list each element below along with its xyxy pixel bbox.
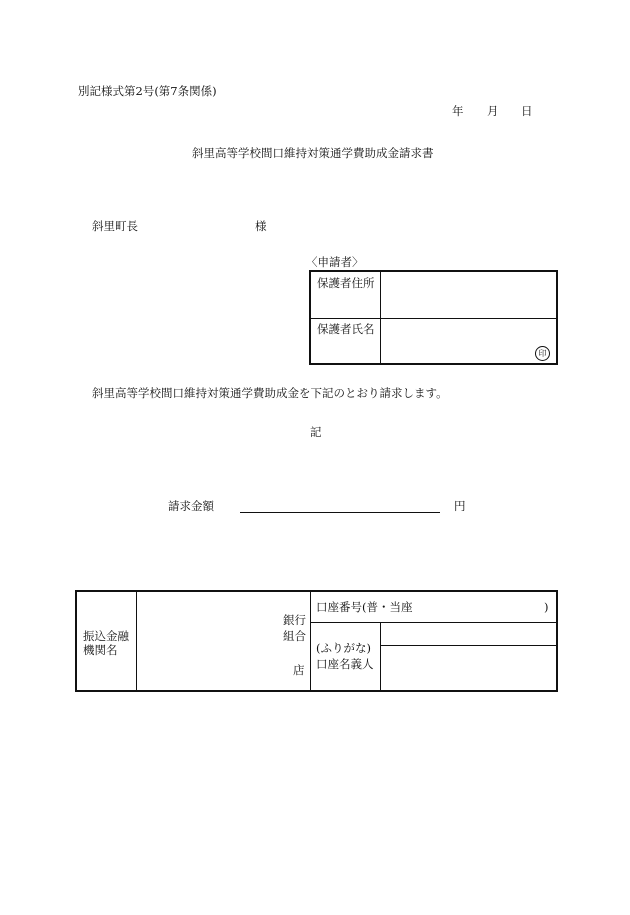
guardian-name-label: 保護者氏名 bbox=[317, 322, 375, 336]
document-title: 斜里高等学校間口維持対策通学費助成金請求書 bbox=[192, 146, 434, 160]
seal-mark: 印 bbox=[535, 346, 550, 361]
branch-label: 店 bbox=[293, 663, 305, 677]
date-day: 日 bbox=[521, 104, 533, 118]
holder-name-field[interactable] bbox=[383, 648, 553, 686]
date-year: 年 bbox=[452, 104, 464, 118]
bank-row-label-2: 機関名 bbox=[83, 643, 118, 657]
guardian-name-field[interactable] bbox=[383, 320, 533, 360]
addressee-honorific: 様 bbox=[255, 219, 267, 233]
bank-divider-2 bbox=[310, 592, 311, 690]
applicant-heading: 〈申請者〉 bbox=[306, 255, 364, 269]
guardian-address-label: 保護者住所 bbox=[317, 276, 375, 290]
amount-field[interactable] bbox=[240, 512, 440, 513]
date-month: 月 bbox=[487, 104, 499, 118]
account-number-label: 口座番号(普・当座 bbox=[316, 600, 413, 614]
bank-divider-h1 bbox=[310, 622, 556, 623]
amount-unit: 円 bbox=[454, 499, 466, 513]
bank-row-label-1: 振込金融 bbox=[83, 629, 129, 643]
bank-table bbox=[75, 590, 558, 692]
furigana-label: (ふりがな) bbox=[316, 641, 371, 655]
bank-divider-1 bbox=[136, 592, 137, 690]
union-label: 組合 bbox=[283, 629, 306, 643]
bank-divider-h2 bbox=[380, 645, 556, 646]
amount-label: 請求金額 bbox=[168, 499, 214, 513]
request-sentence: 斜里高等学校間口維持対策通学費助成金を下記のとおり請求します。 bbox=[92, 386, 448, 400]
guardian-address-field[interactable] bbox=[383, 274, 553, 316]
applicant-table bbox=[309, 270, 558, 365]
applicant-table-divider-h bbox=[311, 318, 556, 319]
bank-name-field[interactable] bbox=[139, 596, 279, 684]
bank-divider-3 bbox=[380, 622, 381, 690]
addressee-name: 斜里町長 bbox=[92, 219, 138, 233]
bank-label: 銀行 bbox=[283, 613, 306, 627]
holder-label: 口座名義人 bbox=[316, 657, 374, 671]
ki-heading: 記 bbox=[310, 425, 322, 439]
furigana-field[interactable] bbox=[383, 624, 553, 643]
form-label: 別記様式第2号(第7条関係) bbox=[78, 84, 217, 98]
account-number-close: ) bbox=[544, 600, 549, 614]
